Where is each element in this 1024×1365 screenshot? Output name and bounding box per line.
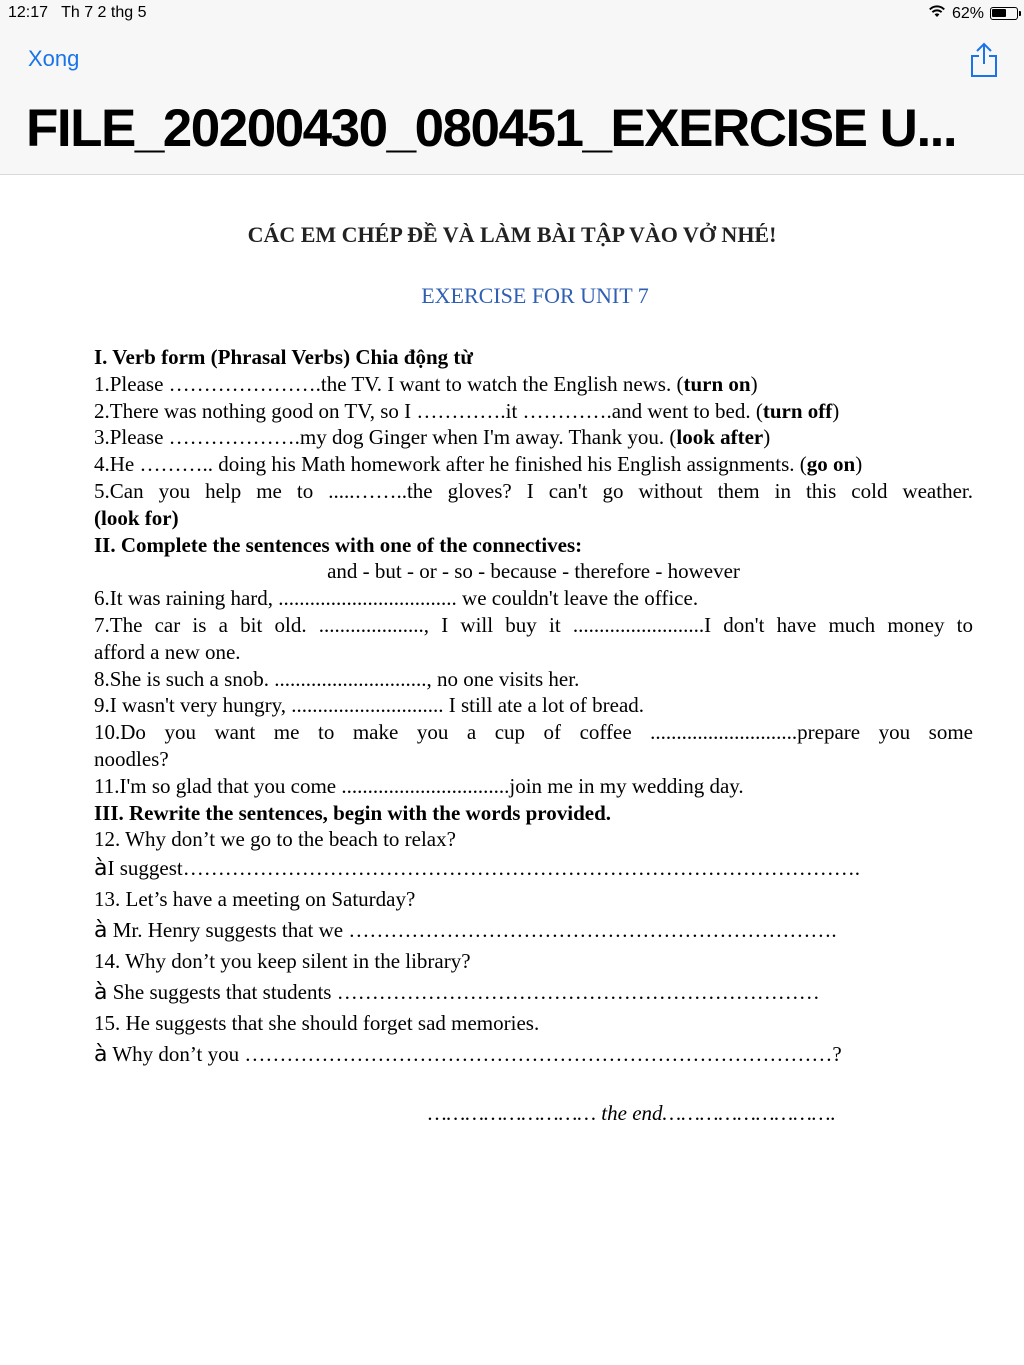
answer-line: à Mr. Henry suggests that we ……………………………………………………………. — [94, 918, 837, 944]
list-item: 2.There was nothing good on TV, so I ………….it ………….and went to bed. (turn off) — [94, 398, 840, 423]
list-item: 6.It was raining hard, .................................. we couldn't leave the office. — [94, 586, 699, 611]
status-indicators — [928, 4, 1018, 23]
status-time: 12:17 — [8, 4, 49, 21]
wifi-icon — [928, 4, 946, 23]
section-1-title: I. Verb form (Phrasal Verbs) Chia động từ — [94, 345, 473, 369]
list-item: 9.I wasn't very hungry, ............................. I still ate a lot of bread. — [94, 693, 645, 718]
question-item: 14. Why don’t you keep silent in the library? — [94, 949, 471, 974]
list-item: 3.Please ……………….my dog Ginger when I'm away. Thank you. (look after) — [94, 425, 771, 450]
connectives-list: and - but - or - so - because - therefore - however — [327, 559, 740, 584]
document-title: FILE_20200430_080451_EXERCISE U... — [26, 99, 957, 158]
list-item: 1.Please ………………….the TV. I want to watch the English news. (turn on) — [94, 371, 758, 396]
list-item: 4.He ……….. doing his Math homework after he finished his English assignments. (go on) — [94, 452, 863, 477]
question-item: 12. Why don’t we go to the beach to relax? — [94, 827, 456, 852]
answer-line: àI suggest……………………………………………………………………………………. — [94, 856, 860, 882]
battery-fill — [992, 9, 1006, 17]
answer-line: à She suggests that students …………………………………………………………… — [94, 980, 820, 1006]
exercise-heading: EXERCISE FOR UNIT 7 — [421, 283, 649, 308]
document-page — [0, 175, 1024, 1365]
exercise-body — [94, 344, 973, 1070]
list-item: afford a new one. — [94, 639, 241, 664]
list-item: 5.Can you help me to .....……..the gloves? I can't go without them in this cold weather. — [94, 478, 973, 503]
arrow-icon: à — [94, 980, 108, 1006]
list-item: 10.Do you want me to make you a cup of coffee ............................prepare you some — [94, 720, 973, 745]
section-3-title: III. Rewrite the sentences, begin with the words provided. — [94, 800, 612, 825]
arrow-icon: à — [94, 856, 108, 882]
question-item: 15. He suggests that she should forget sad memories. — [94, 1011, 540, 1036]
list-item-hint: (look for) — [94, 505, 179, 530]
arrow-icon: à — [94, 918, 108, 944]
done-button[interactable]: Xong — [28, 46, 80, 71]
list-item: noodles? — [94, 746, 169, 771]
battery-icon — [990, 7, 1018, 20]
question-item: 13. Let’s have a meeting on Saturday? — [94, 887, 416, 912]
arrow-icon: à — [94, 1042, 108, 1068]
share-icon[interactable] — [966, 40, 1002, 80]
end-text: ……………………… the end………………………. — [428, 1101, 836, 1125]
list-item: 7.The car is a bit old. ...................., I will buy it .........................I don't have much money to — [94, 612, 973, 637]
section-2-title: II. Complete the sentences with one of the connectives: — [94, 532, 583, 557]
list-item: 11.I'm so glad that you come ................................join me in my wedding day. — [94, 773, 744, 798]
top-bar — [0, 0, 1024, 175]
status-time-date — [8, 4, 146, 22]
battery-percent: 62% — [951, 4, 984, 22]
status-date: Th 7 2 thg 5 — [61, 4, 147, 21]
answer-line: à Why don’t you …………………………………………………………………………? — [94, 1042, 842, 1068]
instruction-heading: CÁC EM CHÉP ĐỀ VÀ LÀM BÀI TẬP VÀO VỞ NHÉ! — [247, 222, 777, 247]
list-item: 8.She is such a snob. ............................., no one visits her. — [94, 666, 580, 691]
